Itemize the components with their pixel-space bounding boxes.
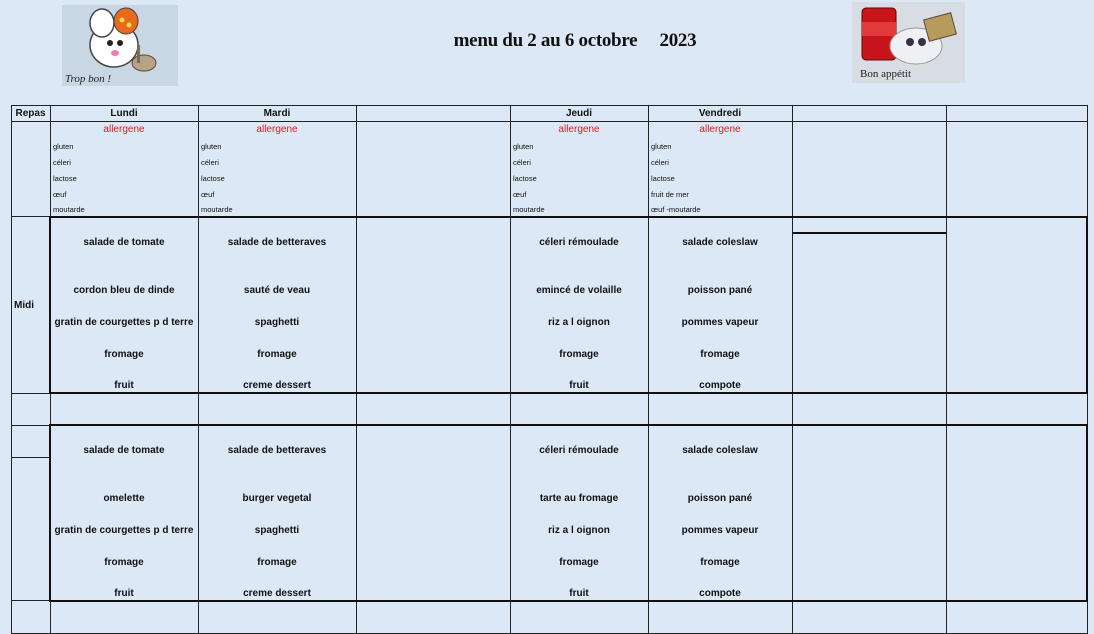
grid-line xyxy=(11,121,1088,122)
midi-dish-mardi: salade de betteraves xyxy=(227,237,327,248)
logo-caption-left: Trop bon ! xyxy=(65,73,112,85)
grid-line xyxy=(11,105,12,634)
midi-dish-lundi: fruit xyxy=(114,380,134,391)
midi-dish-jeudi: riz a l oignon xyxy=(548,317,610,328)
allergen-item-vendredi: œuf -moutarde xyxy=(651,205,701,214)
vege-dish-lundi: fruit xyxy=(114,588,134,599)
grid-line xyxy=(11,457,50,458)
allergen-item-jeudi: lactose xyxy=(513,174,537,183)
vege-dish-vendredi: fromage xyxy=(700,557,740,568)
vege-dish-mardi: burger vegetal xyxy=(242,493,312,504)
header-mardi: Mardi xyxy=(263,108,291,119)
midi-dish-vendredi: poisson pané xyxy=(687,285,753,296)
allergen-item-jeudi: céleri xyxy=(513,158,531,167)
vege-dish-jeudi: céleri rémoulade xyxy=(539,445,619,456)
allergen-item-lundi: œuf xyxy=(53,190,67,199)
allergen-item-vendredi: céleri xyxy=(651,158,669,167)
midi-dish-mardi: spaghetti xyxy=(254,317,300,328)
midi-dish-vendredi: compote xyxy=(699,380,741,391)
midi-dish-lundi: cordon bleu de dinde xyxy=(73,285,175,296)
allergen-item-lundi: gluten xyxy=(53,142,74,151)
vege-dish-vendredi: compote xyxy=(699,588,741,599)
midi-dish-lundi: gratin de courgettes p d terre xyxy=(54,317,194,328)
header-jeudi: Jeudi xyxy=(565,108,593,119)
vege-dish-mardi: salade de betteraves xyxy=(227,445,327,456)
allergen-item-jeudi: gluten xyxy=(513,142,534,151)
allergen-title-mardi: allergene xyxy=(256,124,298,135)
allergen-item-mardi: œuf xyxy=(201,190,215,199)
vege-dish-lundi: fromage xyxy=(104,557,144,568)
vege-dish-jeudi: fruit xyxy=(569,588,589,599)
midi-dish-jeudi: fruit xyxy=(569,380,589,391)
allergen-item-vendredi: fruit de mer xyxy=(651,190,689,199)
title-year: 2023 xyxy=(659,30,697,51)
midi-dish-jeudi: fromage xyxy=(559,349,599,360)
allergen-title-lundi: allergene xyxy=(103,124,145,135)
allergen-item-jeudi: œuf xyxy=(513,190,527,199)
midi-dish-jeudi: céleri rémoulade xyxy=(539,237,619,248)
row-label-midi: Midi xyxy=(14,300,34,311)
allergen-item-mardi: moutarde xyxy=(201,205,233,214)
title-text: menu du 2 au 6 octobre xyxy=(453,30,638,51)
allergen-item-lundi: céleri xyxy=(53,158,71,167)
allergen-item-mardi: lactose xyxy=(201,174,225,183)
vege-dish-mardi: creme dessert xyxy=(243,588,311,599)
allergen-item-jeudi: moutarde xyxy=(513,205,545,214)
allergen-title-vendredi: allergene xyxy=(699,124,741,135)
midi-dish-mardi: creme dessert xyxy=(243,380,311,391)
vege-dish-vendredi: salade coleslaw xyxy=(682,445,758,456)
midi-dish-vendredi: salade coleslaw xyxy=(682,237,758,248)
allergen-item-lundi: moutarde xyxy=(53,205,85,214)
midi-dish-vendredi: pommes vapeur xyxy=(681,317,759,328)
allergen-title-jeudi: allergene xyxy=(558,124,600,135)
vege-dish-jeudi: riz a l oignon xyxy=(548,525,610,536)
midi-dish-lundi: salade de tomate xyxy=(83,237,165,248)
header-vendredi: Vendredi xyxy=(698,108,742,119)
midi-dish-lundi: fromage xyxy=(104,349,144,360)
allergen-item-vendredi: lactose xyxy=(651,174,675,183)
midi-dish-jeudi: emincé de volaille xyxy=(536,285,622,296)
midi-dish-vendredi: fromage xyxy=(700,349,740,360)
vege-dish-mardi: fromage xyxy=(257,557,297,568)
midi-dish-mardi: fromage xyxy=(257,349,297,360)
allergen-item-mardi: céleri xyxy=(201,158,219,167)
vege-dish-vendredi: pommes vapeur xyxy=(681,525,759,536)
allergen-item-lundi: lactose xyxy=(53,174,77,183)
header-lundi: Lundi xyxy=(110,108,138,119)
midi-dish-mardi: sauté de veau xyxy=(243,285,311,296)
vege-dish-lundi: omelette xyxy=(103,493,145,504)
allergen-item-mardi: gluten xyxy=(201,142,222,151)
vege-dish-lundi: gratin de courgettes p d terre xyxy=(54,525,194,536)
vege-dish-jeudi: tarte au fromage xyxy=(539,493,619,504)
header-repas: Repas xyxy=(15,108,46,119)
vege-dish-lundi: salade de tomate xyxy=(83,445,165,456)
vege-dish-mardi: spaghetti xyxy=(254,525,300,536)
vege-dish-jeudi: fromage xyxy=(559,557,599,568)
logo-caption-right: Bon appétit xyxy=(860,68,912,80)
vege-dish-vendredi: poisson pané xyxy=(687,493,753,504)
allergen-item-vendredi: gluten xyxy=(651,142,672,151)
